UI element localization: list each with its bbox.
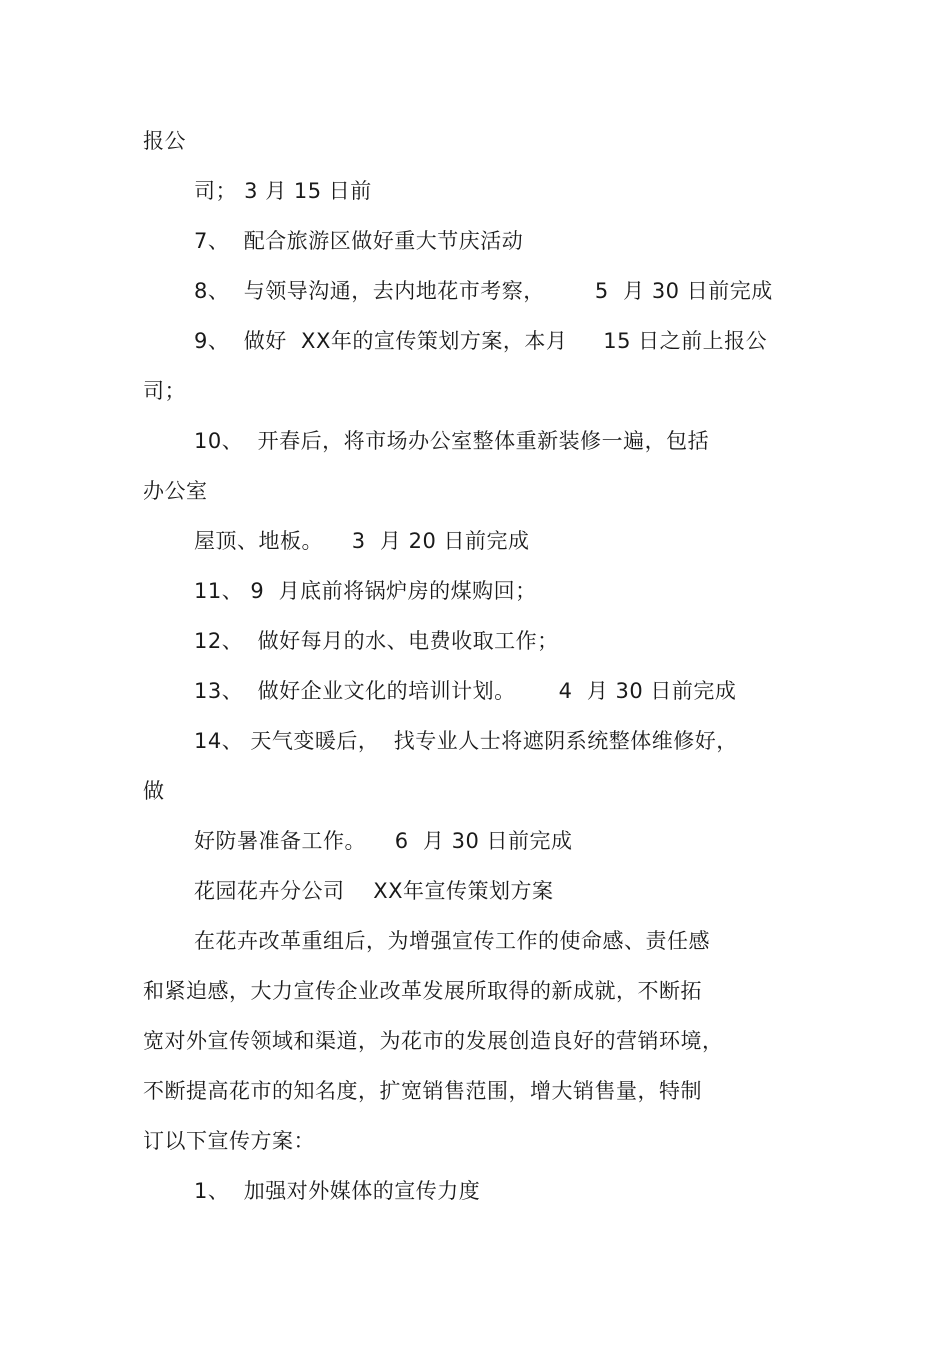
list-item: 10、 开春后，将市场办公室整体重新装修一遍，包括 (194, 429, 710, 453)
paragraph-line: 订以下宣传方案： (143, 1129, 315, 1153)
paragraph-line: 宽对外宣传领域和渠道，为花市的发展创造良好的营销环境， (143, 1029, 724, 1053)
list-item: 8、 与领导沟通，去内地花市考察， 5 月 30 日前完成 (194, 279, 773, 303)
text-line: 做 (143, 779, 165, 803)
list-item: 12、 做好每月的水、电费收取工作； (194, 629, 559, 653)
section-title: 花园花卉分公司 XX年宣传策划方案 (194, 879, 554, 903)
paragraph-line: 在花卉改革重组后，为增强宣传工作的使命感、责任感 (194, 929, 710, 953)
list-item: 9、 做好 XX年的宣传策划方案，本月 15 日之前上报公 (194, 329, 768, 353)
list-item: 14、 天气变暖后， 找专业人士将遮阴系统整体维修好， (194, 729, 738, 753)
text-line: 好防暑准备工作。 6 月 30 日前完成 (194, 829, 573, 853)
list-item: 13、 做好企业文化的培训计划。 4 月 30 日前完成 (194, 679, 737, 703)
list-item: 7、 配合旅游区做好重大节庆活动 (194, 229, 524, 253)
list-item: 11、 9 月底前将锅炉房的煤购回； (194, 579, 537, 603)
paragraph-line: 不断提高花市的知名度，扩宽销售范围，增大销售量，特制 (143, 1079, 702, 1103)
paragraph-line: 和紧迫感，大力宣传企业改革发展所取得的新成就，不断拓 (143, 979, 702, 1003)
list-item: 1、 加强对外媒体的宣传力度 (194, 1179, 481, 1203)
text-line: 司； 3 月 15 日前 (194, 179, 372, 203)
text-line: 报公 (143, 129, 186, 153)
text-line: 司； (143, 379, 186, 403)
text-line: 屋顶、地板。 3 月 20 日前完成 (194, 529, 530, 553)
text-line: 办公室 (143, 479, 208, 503)
